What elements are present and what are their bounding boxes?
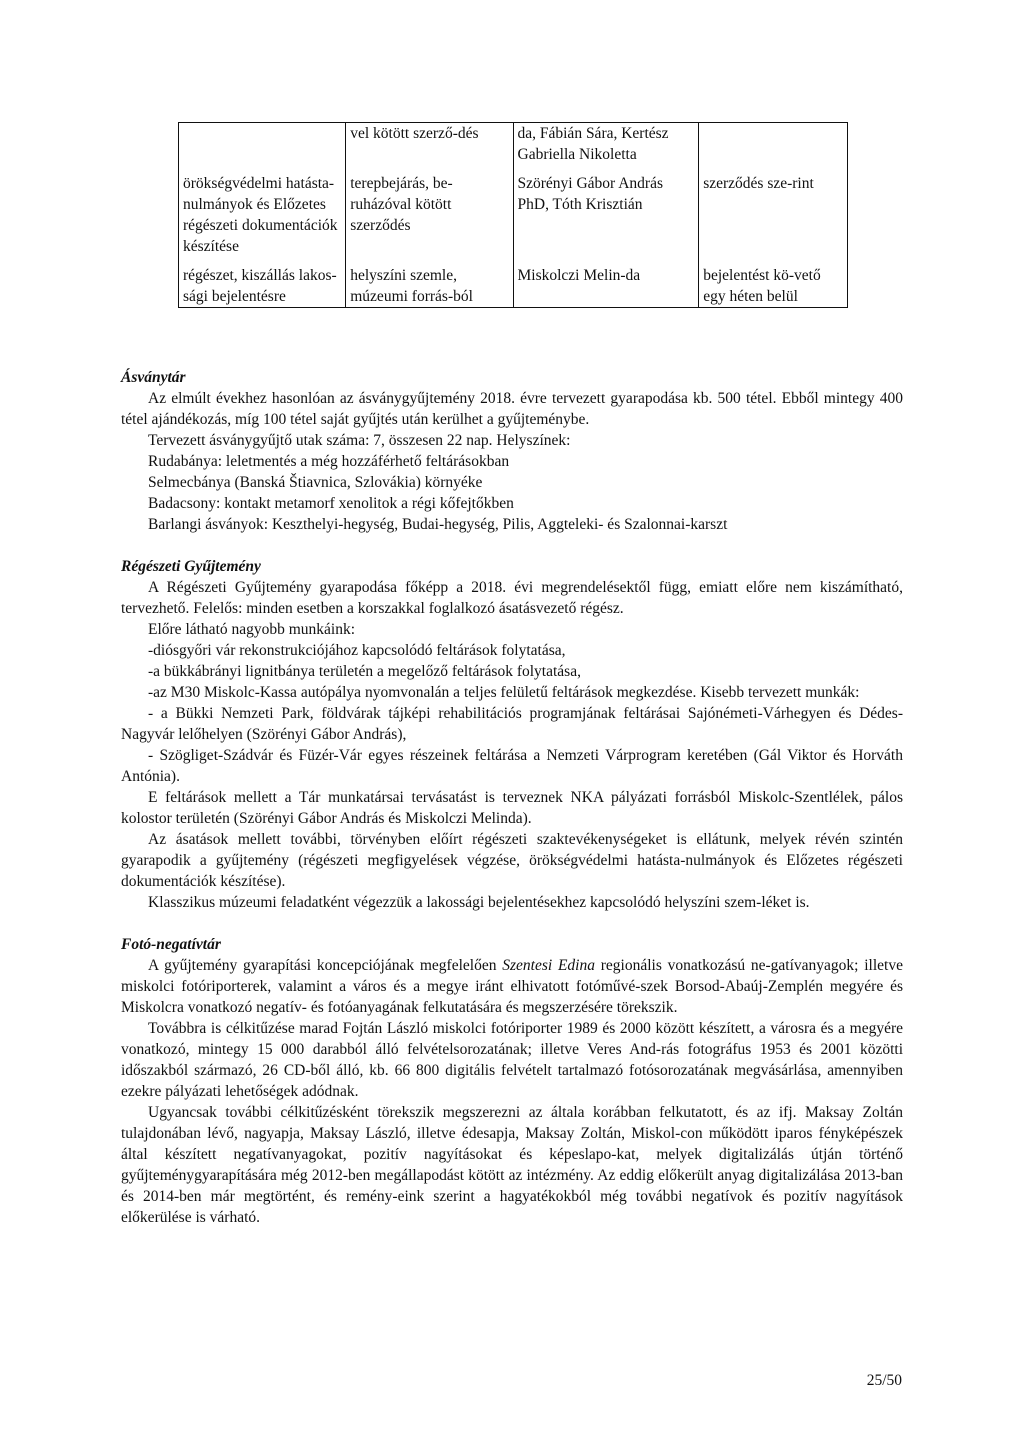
page-number: 25/50 [866, 1372, 902, 1389]
list-item: Badacsony: kontakt metamorf xenolitok a régi kőfejtőkben [148, 495, 514, 512]
table-cell-responsible: Miskolczi Melin-da [513, 265, 699, 308]
paragraph: Az ásatások mellett további, törvényben előírt régészeti szaktevékenységeket is ellátunk, melyek révén szintén gyarapodik a gyűjtemény (régészeti megfigyelések végzése, örökségvédelmi hatásta-nulmányok és Előzetes régészeti dokumentációk készítése). [121, 831, 903, 890]
table-cell-activity [179, 123, 346, 174]
section-spacer [121, 913, 903, 934]
list-item: Selmecbánya (Banská Štiavnica, Szlovákia) környéke [148, 474, 483, 491]
table-cell-responsible: Szörényi Gábor András PhD, Tóth Krisztián [513, 173, 699, 265]
person-name: Szentesi Edina [502, 957, 595, 974]
document-body [121, 367, 903, 1228]
table-row [179, 123, 848, 174]
list-item: Rudabánya: leletmentés a még hozzáférhető feltárásokban [148, 453, 510, 470]
list-item: - a Bükki Nemzeti Park, földvárak tájképi rehabilitációs programjának feltárásai Sajónémeti-Várhegyen és Dédes-Nagyvár lelőhelyen (Szörényi Gábor András), [121, 705, 903, 743]
section-heading: Fotó-negatívtár [121, 936, 221, 953]
table-cell-deadline: bejelentést kö-vető egy héten belül [699, 265, 848, 308]
table-cell-deadline [699, 123, 848, 174]
section-foto [121, 934, 903, 1228]
paragraph: Előre látható nagyobb munkáink: [148, 621, 356, 638]
paragraph-text: regionális vonatkozású ne-gatívanyagok; illetve miskolci fotóriporterek, valamint a város és a megye iránt elhivatott fotóművé-szek Borsod-Abaúj-Zemplén megyére és Miskolcra vonatkozó negatív- és fotóanyagának felkutatására és megszerzésére törekszik. [121, 957, 903, 1016]
section-asvanytar [121, 367, 903, 535]
section-heading: Ásványtár [121, 369, 186, 386]
paragraph-text: A gyűjtemény gyarapítási koncepciójának megfelelően [148, 957, 503, 974]
section-regeszeti [121, 556, 903, 913]
table-row [179, 265, 848, 308]
list-item: -diósgyőri vár rekonstrukciójához kapcsolódó feltárások folytatása, [148, 642, 566, 659]
table-cell-deadline: szerződés sze-rint [699, 173, 848, 265]
paragraph: Klasszikus múzeumi feladatként végezzük a lakossági bejelentésekhez kapcsolódó helyszíni szem-léket is. [148, 894, 810, 911]
table-cell-method: helyszíni szemle, múzeumi forrás-ból [346, 265, 513, 308]
paragraph: Továbbra is célkitűzése marad Fojtán László miskolci fotóriporter 1989 és 2000 között készített, a városra és a megyére vonatkozó, mintegy 15 000 darabból álló felvételsorozatának; illetve Veres And-rás fotográfus 1953 és 2001 közötti időszakból származó, 26 CD-ből álló, kb. 66 800 digitális felvételt tartalmazó fotósorozatának megvásárlása, amennyiben ezekre pályázati lehetőségek adódnak. [121, 1020, 903, 1100]
list-item: Barlangi ásványok: Keszthelyi-hegység, Budai-hegység, Pilis, Aggteleki- és Szalonnai-karszt [148, 516, 728, 533]
paragraph: Tervezett ásványgyűjtő utak száma: 7, összesen 22 nap. Helyszínek: [148, 432, 571, 449]
table-cell-method: vel kötött szerző-dés [346, 123, 513, 174]
work-table [178, 122, 848, 308]
paragraph: Az elmúlt évekhez hasonlóan az ásványgyűjtemény 2018. évre tervezett gyarapodása kb. 500 tétel. Ebből mintegy 400 tétel ajándékozás, míg 100 tétel saját gyűjtés után kerülhet a gyűjteménybe. [121, 390, 903, 428]
table-cell-activity: régészet, kiszállás lakos-sági bejelentésre [179, 265, 346, 308]
section-heading: Régészeti Gyűjtemény [121, 558, 261, 575]
table-cell-activity: örökségvédelmi hatásta-nulmányok és Előzetes régészeti dokumentációk készítése [179, 173, 346, 265]
paragraph: -az M30 Miskolc-Kassa autópálya nyomvonalán a teljes felületű feltárások megkezdése. Kisebb tervezett munkák: [148, 684, 860, 701]
list-item: - Szögliget-Szádvár és Füzér-Vár egyes részeinek feltárása a Nemzeti Várprogram keretében (Gál Viktor és Horváth Antónia). [121, 747, 903, 785]
section-spacer [121, 535, 903, 556]
paragraph: Ugyancsak további célkitűzésként törekszik megszerezni az általa korábban felkutatott, és az ifj. Maksay Zoltán tulajdonában lévő, nagyapja, Maksay László, illetve édesapja, Maksay Zoltán, Miskol-con működött iparos fényképészek által készített negatívanyagokat, pozitív nagyításokat és képeslapo-kat, melyek digitalizálás útján történő gyűjteménygyarapítására még 2012-ben megállapodást kötött az intézmény. Az eddig előkerült anyag digitalizálása 2013-ban és 2014-ben már megtörtént, és remény-eink szerint a hagyatékokból még további negatívok és pozitív nagyítások előkerülése is várható. [121, 1104, 903, 1226]
paragraph: A Régészeti Gyűjtemény gyarapodása főképp a 2018. évi megrendelésektől függ, emiatt előre nem kiszámítható, tervezhető. Felelős: minden esetben a korszakkal foglalkozó ásatásvezető régész. [121, 579, 903, 617]
table-cell-method: terepbejárás, be-ruházóval kötött szerződés [346, 173, 513, 265]
paragraph [121, 955, 903, 1018]
table-cell-responsible: da, Fábián Sára, Kertész Gabriella Nikoletta [513, 123, 699, 174]
table-row [179, 173, 848, 265]
paragraph: E feltárások mellett a Tár munkatársai tervásatást is terveznek NKA pályázati forrásból Miskolc-Szentlélek, pálos kolostor területén (Szörényi Gábor András és Miskolczi Melinda). [121, 789, 903, 827]
list-item: -a bükkábrányi lignitbánya területén a megelőző feltárások folytatása, [148, 663, 581, 680]
